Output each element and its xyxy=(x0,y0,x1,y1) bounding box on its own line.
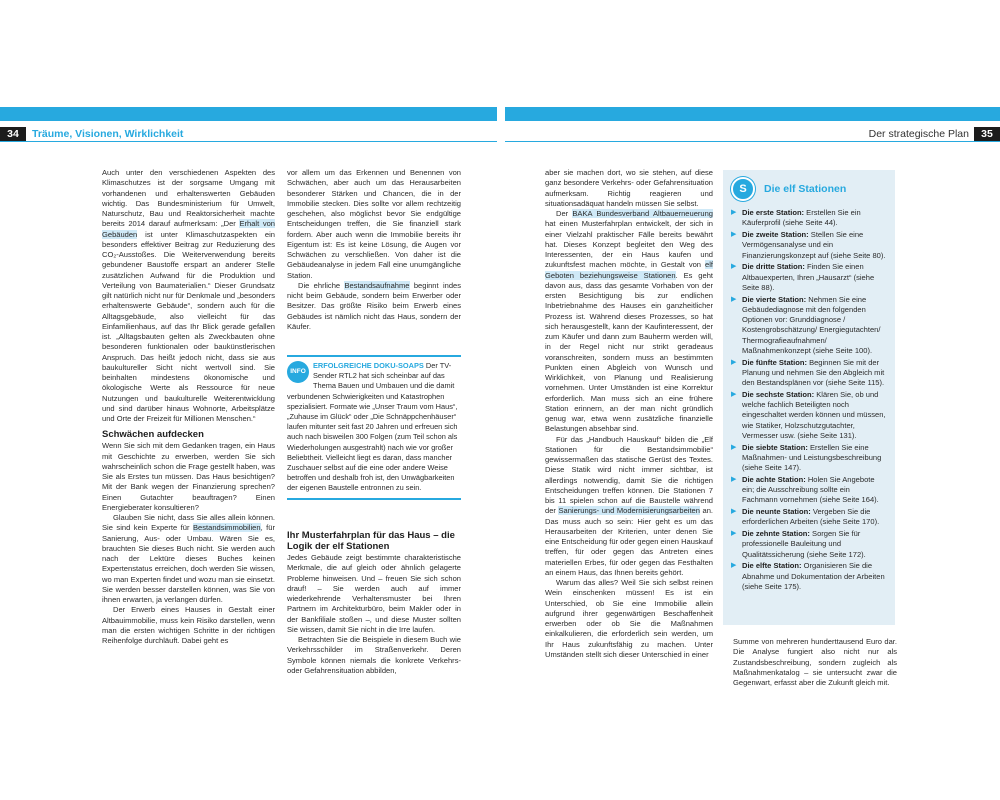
list-item: ▶ Die siebte Station: Erstellen Sie eine Maßnahmen- und Leistungsbeschreibung (siehe Seite 147). xyxy=(731,442,882,472)
info-text: Der TV-Sender RTL2 hat sich scheinbar auf das Thema Bauen und Umbauen und die damit verbundenen Schwierigkeiten und Katastrophen spezialisiert. Formate wie „Unser Traum vom Haus“, „Zuhause im Glück“ oder „Die Schnäppchenhäuser“ laufen mitunter seit fast 20 Jahren und erfreuen sich auch nach bisweilen 300 Folgen (zum Teil schon als Wiederholungen ausgestrahlt) nach wie vor großer Beliebtheit. Vielleicht liegt es daran, dass mancher Zuschauer selbst auf die eine oder andere Weise betroffen und deshalb froh ist, den Unwägbarkeiten der eigenen Baustelle entronnen zu sein. xyxy=(287,361,458,493)
list-item: ▶ Die vierte Station: Nehmen Sie eine Gebäudediagnose mit den folgenden Optionen vor: Grunddiagnose / Kostengrobschätzung/ Energiegutachten/ Thermografieaufnahmen/ Maßnahmenkonzept (siehe Seite 100). xyxy=(731,294,881,355)
paragraph: Auch unter den verschiedenen Aspekten des Klimaschutzes ist der sorgsame Umgang mit vorhandenen und erhaltenswerten Gebäuden wichtig. Das Bundesministerium für Umwelt, Naturschutz, Bau und Reaktorsicherheit machte bereits 2014 darauf aufmerksam: „Der Erhalt von Gebäuden ist unter Klimaschutzaspekten ein besonders effektiver Beitrag zur Reduzierung des CO₂-Ausstoßes. Die Weiterverwendung bereits gebundener Baustoffe erspart an anderer Stelle zusätzlichen Aufwand für die Produktion und Verteilung von Baumaterialien.“ Dieser Grundsatz gilt natürlich nicht nur für Denkmale und „besonders erhaltenswerte Gebäude“, sondern auch für die Alltagsgebäude, also vielleicht für das Einfamilienhaus, auf das Ihr Blick gerade gefallen ist. „Alltagsbauten gelten als Zweckbauten ohne besonderen funktionalen oder baukünstlerischen Anspruch. Das heißt jedoch nicht, dass sie aus baukultureller Sicht nicht wertvoll sind. Sie beinhalten mindestens ökonomische und ökologische Werte als Ressource für neue Nutzungen und baukulturelle Weiterentwicklung und sind darüber hinaus Wohnorte, Arbeitsplätze und Orte der Freizeit für Millionen Menschen.“ xyxy=(102,168,275,423)
list-item: ▶ Die neunte Station: Vergeben Sie die erforderlichen Arbeiten (siehe Seite 170). xyxy=(731,507,880,527)
info-heading: ERFOLGREICHE DOKU-SOAPS xyxy=(313,361,424,370)
list-item: ▶ Die zweite Station: Stellen Sie eine Vermögensanalyse und ein Finanzierungskonzept auf (siehe Seite 80). xyxy=(731,230,886,260)
paragraph: Jedes Gebäude zeigt bestimmte charakteristische Merkmale, die auf gleich oder ähnlich gelagerte Probleme hinweisen. Und – freuen Sie sich schon drauf! – Sie werden auch auf immer wiederkehrende Verhaltensmuster bei Ihren Partnern im Architekturbüro, beim Makler oder in der Bankfiliale stoßen –, und diese Muster sollten Sie wissen, damit Sie nicht in die Irre laufen. xyxy=(287,553,461,634)
highlight: elf Geboten beziehungsweise Stationen xyxy=(545,260,713,280)
triangle-bullet-icon: ▶ xyxy=(731,390,737,398)
running-title-right: Der strategische Plan xyxy=(868,128,969,140)
paragraph: Für das „Handbuch Hauskauf“ bilden die „Elf Stationen für die Bestandsimmobilie“ gewissermaßen das statische Gerüst des Textes. Diese Statik wird nicht immer sichtbar, ist allerdings notwendig, damit Sie die richtigen Entscheidungen treffen können. Die Stationen 7 bis 11 spielen schon auf die Baustelle während der Sanierungs- und Modernisierungsarbeiten an. Das muss auch so sein: Hier geht es um das Herausarbeiten der Kriterien, unter denen Sie eine Entscheidung für oder gegen einen Hauskauf treffen, für oder gegen das Antreten eines materiellen Erbes, für oder gegen das Festhalten an einem Haus, das Ihnen bereits gehört. xyxy=(545,434,713,577)
highlight: Erhalt von Gebäuden xyxy=(102,219,275,239)
page-number-left: 34 xyxy=(0,127,26,141)
paragraph: Warum das alles? Weil Sie sich selbst reinen Wein einschenken müssen! Es ist ein Unterschied, ob Sie eine Immobilie allein aufgrund ihrer gegenwärtigen Beschaffenheit erwerben oder ob Sie die Maßnahmen einkalkulieren, die erforderlich sein werden, um Ihr Haus zukunftsfähig zu machen. Unter Umständen stellt sich dieser Unterschied in einer xyxy=(545,578,713,659)
highlight: BAKA Bundesverband Altbauerneuerung xyxy=(572,209,713,218)
list-item: ▶ Die achte Station: Holen Sie Angebote ein; die Ausschreibung sollte ein Fachmann vornehmen (siehe Seite 164). xyxy=(731,474,879,505)
paragraph: Wenn Sie sich mit dem Gedanken tragen, ein Haus mit Geschichte zu erwerben, werden Sie sich wahrscheinlich schon die Frage gestellt haben, was Sie als Erstes tun müssen. Das Haus besichtigen? Mit der Bank wegen der Finanzierung sprechen? Einen Gutachter beauftragen? Einen Energieberater konsultieren? xyxy=(102,441,275,512)
column-3 xyxy=(545,168,713,660)
paragraph: Summe von mehreren hunderttausend Euro dar. Die Analyse fungiert also nicht nur als Zustandsbeschreibung, sondern zugleich als Maßnahmenkatalog – sie untersucht zwar die Gegenwart, erfasst aber die Zukunft gleich mit. xyxy=(733,637,897,687)
list-item: ▶ Die elfte Station: Organisieren Sie die Abnahme und Dokumentation der Arbeiten (siehe Seite 175). xyxy=(731,561,885,591)
top-color-band-right xyxy=(505,107,1000,121)
stations-list xyxy=(731,208,887,592)
highlight: Bestandsimmobilien xyxy=(193,523,261,533)
subheading-musterfahrplan: Ihr Musterfahrplan für das Haus – die Logik der elf Stationen xyxy=(287,530,455,552)
triangle-bullet-icon: ▶ xyxy=(731,443,737,451)
sidebox-elf-stationen xyxy=(723,170,895,625)
paragraph: aber sie machen dort, wo sie stehen, auf diese ganz besondere Verkehrs- oder Gefahrensituation aufmerksam. Richtig reagieren und situationsadäquat handeln müssen Sie selbst. xyxy=(545,168,713,208)
column-1 xyxy=(102,168,275,646)
list-item: ▶ Die dritte Station: Finden Sie einen Altbauexperten, Ihren „Hausarzt“ (siehe Seite 88). xyxy=(731,262,875,292)
list-item: ▶ Die erste Station: Erstellen Sie ein Käuferprofil (siehe Seite 44). xyxy=(731,208,861,228)
list-item: ▶ Die sechste Station: Klären Sie, ob und welche fachlich Beteiligten noch eingeschaltet werden können und müssen, wie Statiker, Holzschutzgutachter, Vermesser usw. (siehe Seite 131). xyxy=(731,389,886,440)
triangle-bullet-icon: ▶ xyxy=(731,530,737,537)
page-number-right: 35 xyxy=(974,127,1000,141)
paragraph: Die ehrliche Bestandsaufnahme beginnt indes nicht beim Gebäude, sondern beim Erwerber oder Besitzer. Das größte Risiko beim Erwerb eines Gebäudes ist nämlich nicht das Haus, sondern der Käufer. xyxy=(287,280,461,331)
sidebox-header xyxy=(731,176,887,202)
triangle-bullet-icon: ▶ xyxy=(731,209,737,216)
column-2 xyxy=(287,168,461,332)
triangle-bullet-icon: ▶ xyxy=(731,263,737,271)
running-head-left xyxy=(0,127,497,142)
paragraph: Glauben Sie nicht, dass Sie alles allein können. Sie sind kein Experte für Bestandsimmobilien, für Sanierung, Aus- oder Umbau. Wären Sie es, brauchten Sie dieses Buch nicht. Sie werden auch nach der Lektüre dieses Buches keinen Expertenstatus erreichen, doch werden Sie wissen, wo man Experten findet und wozu man sie einsetzt. Sie werden besser darstellen können, was Sie von ihnen erwarten, ja verlangen dürfen. xyxy=(102,513,275,604)
list-item: ▶ Die fünfte Station: Beginnen Sie mit der Planung und nehmen Sie den Abgleich mit den Bestandsplänen vor (siehe Seite 115). xyxy=(731,357,885,387)
running-title-left: Träume, Visionen, Wirklichkeit xyxy=(32,128,184,140)
highlight: Bestandsaufnahme xyxy=(344,280,410,290)
highlight: Sanierungs- und Modernisierungsarbeiten xyxy=(558,506,700,516)
triangle-bullet-icon: ▶ xyxy=(731,295,737,303)
triangle-bullet-icon: ▶ xyxy=(731,358,737,366)
running-head-right xyxy=(505,127,1000,142)
sidebox-title: Die elf Stationen xyxy=(764,183,847,195)
info-box xyxy=(287,355,461,500)
column-4 xyxy=(733,637,897,688)
info-badge: INFO xyxy=(287,361,309,383)
subheading-schwaechen: Schwächen aufdecken xyxy=(102,429,204,441)
paragraph: vor allem um das Erkennen und Benennen von Schwächen, aber auch um das Herausarbeiten besonderer Stärken und Chancen, die in der Immobilie stecken. Dies sollte vor allem rechtzeitig geschehen, also möglichst bevor Sie endgültige Entscheidungen treffen, die Sie finanziell stark fordern. Aber auch wenn die Immobilie bereits ihr Eigentum ist: Es ist keine Lösung, die Augen vor Schwächen zu verschließen. Von daher ist die Gebäudeanalyse in jedem Fall eine unumgängliche Station. xyxy=(287,168,461,280)
paragraph: Der BAKA Bundesverband Altbauerneuerung hat einen Musterfahrplan entwickelt, der sich in einer Vielzahl praktischer Fälle bereits bewährt hat. Dieses Konzept begleitet den Weg des Interessenten, der ein Haus kaufen und zukunftsfest machen möchte, in Gestalt von elf Geboten beziehungsweise Stationen. Es geht davon aus, dass das gesamte Vorhaben von der ersten Besichtigung bis zur endlichen Inbetriebnahme des Hauses ein ganzheitlicher Prozess ist. Während dieses Prozesses, so hat sich herausgestellt, kann der Kaufinteressent, der zum Käufer und dann zum Bauherrn werden will, in der Regel nicht nur strikt geradeaus voranschreiten, sondern muss an bestimmten Punkten einen Abgleich von Wunsch und Wirklichkeit, von Planung und Realisierung vornehmen. Unter Umständen ist eine Korrektur erforderlich. Man muss sich an eine frühere Station erinnern, an der man nicht gründlich genug war, etwa wenn zusätzliche finanzielle Belastungen absehbar sind. xyxy=(545,209,713,434)
triangle-bullet-icon: ▶ xyxy=(731,562,737,570)
list-item: ▶ Die zehnte Station: Sorgen Sie für professionelle Bauleitung und Qualitätssicherung (siehe Seite 172). xyxy=(731,529,866,559)
column-2-lower xyxy=(287,530,461,676)
paragraph: Der Erwerb eines Hauses in Gestalt einer Altbauimmobilie, muss kein Risiko darstellen, wenn man die ersten wichtigen Schritte in der richtigen Reihenfolge durchläuft. Dabei geht es xyxy=(102,605,275,645)
triangle-bullet-icon: ▶ xyxy=(731,475,737,483)
top-color-band-left xyxy=(0,107,497,121)
triangle-bullet-icon: ▶ xyxy=(731,231,737,238)
triangle-bullet-icon: ▶ xyxy=(731,508,737,515)
paragraph: Betrachten Sie die Beispiele in diesem Buch wie Verkehrsschilder im Straßenverkehr. Deren Symbole können niemals die konkrete Verkehrs- oder Gefahrensituation abbilden, xyxy=(287,635,461,675)
s-badge-icon: S xyxy=(731,177,755,201)
